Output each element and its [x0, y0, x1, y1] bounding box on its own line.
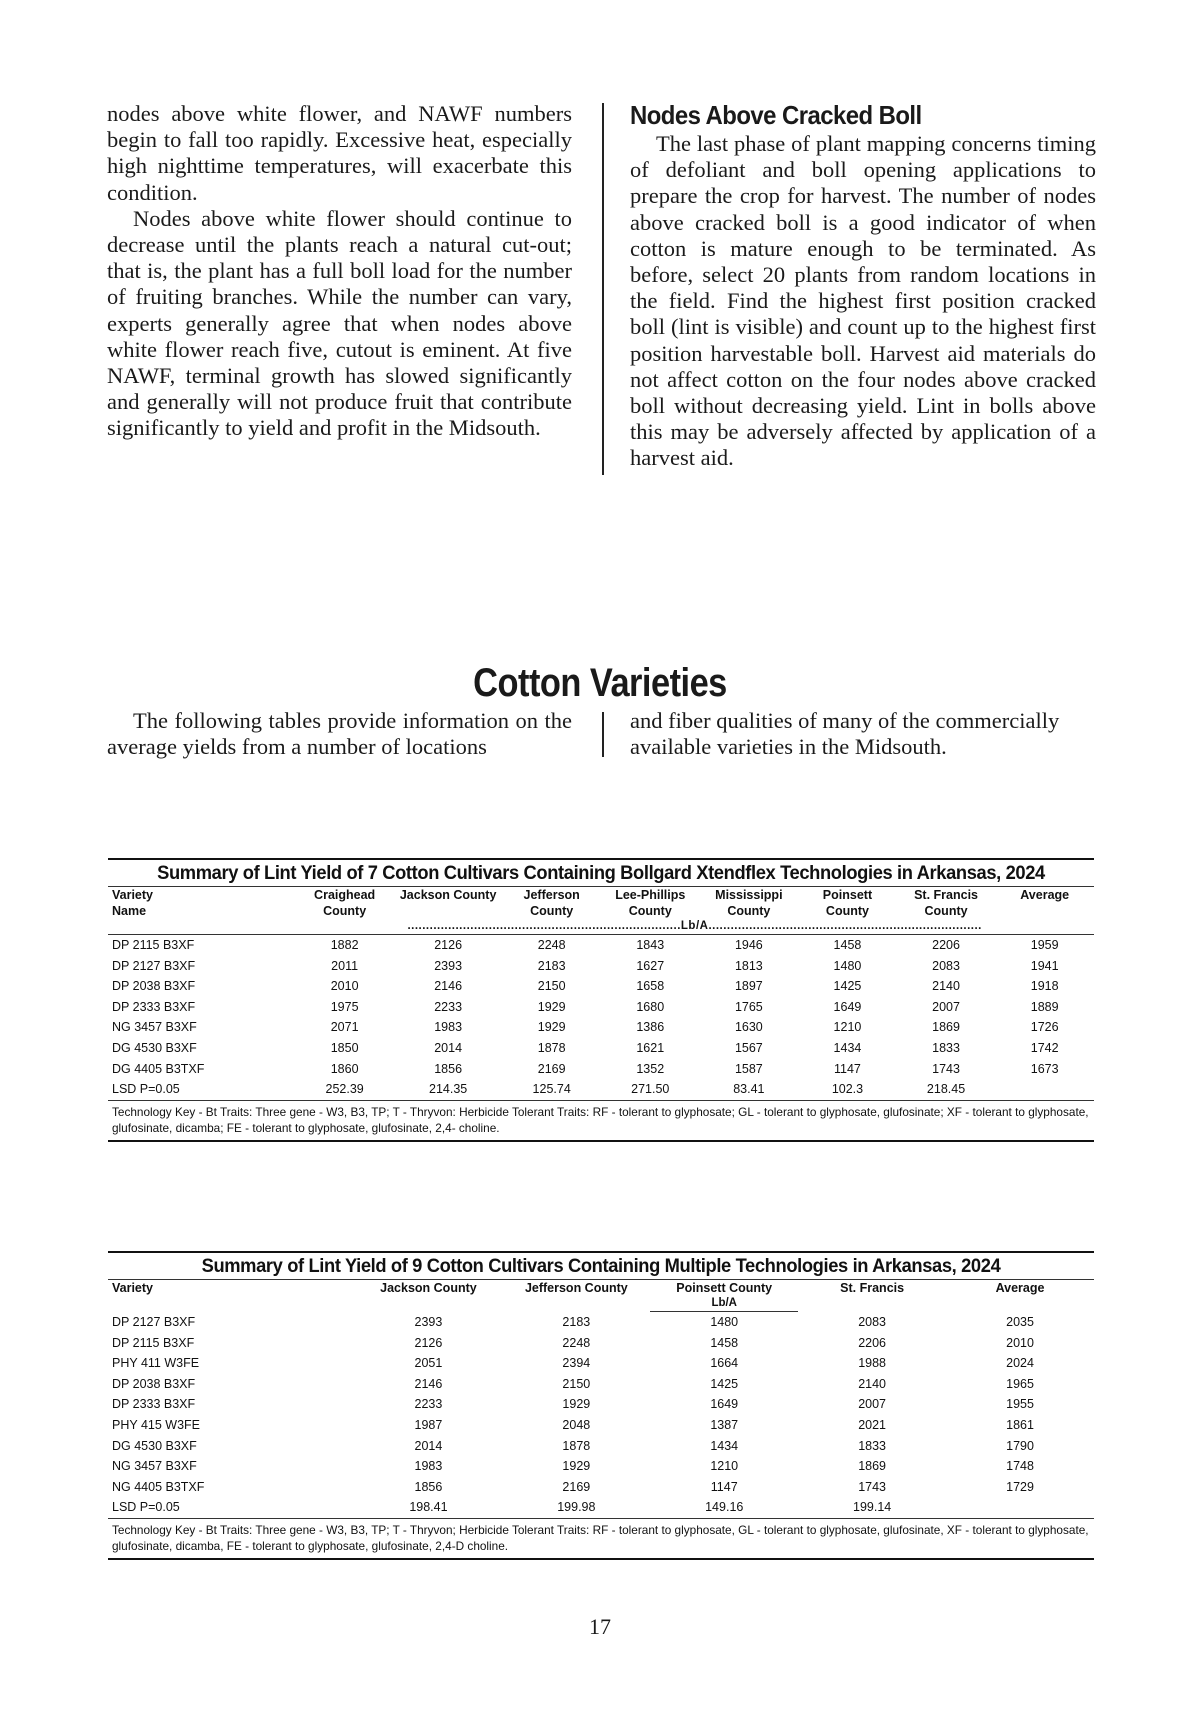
variety-cell: LSD P=0.05: [112, 1500, 180, 1515]
value-cell: 271.50: [631, 1082, 670, 1097]
value-cell: 2150: [562, 1376, 591, 1391]
value-cell: 2393: [434, 958, 463, 973]
unit-row: [108, 919, 1094, 935]
value-cell: 1833: [932, 1040, 960, 1055]
value-cell: 2206: [932, 938, 960, 952]
table-row: [108, 1038, 1094, 1059]
paragraph: and fiber qualities of many of the commercially available varieties in the Midsouth.: [630, 708, 1060, 760]
unit-label: Lb/A: [650, 1296, 798, 1312]
value-cell: 2233: [414, 1397, 443, 1412]
table-row: [108, 1415, 1094, 1436]
data-table: [108, 1280, 1094, 1518]
value-cell: 1889: [1030, 999, 1059, 1014]
value-cell: 1621: [636, 1040, 665, 1055]
value-cell: 1649: [710, 1397, 739, 1412]
value-cell: 1458: [833, 938, 862, 952]
value-cell: 1983: [414, 1459, 443, 1474]
value-cell: 1649: [833, 999, 862, 1014]
table-row: [108, 1059, 1094, 1080]
table-row: [108, 1477, 1094, 1498]
technology-key-note: Technology Key - Bt Traits: Three gene - W3, B3, TP; T - Thryvon; Herbicide Tolerant Traits: RF - tolerant to glyphosate, GL - tolerant to glyphosate, glufosinate, XF - tolerant to glyphosate, glufosinate, dicamba, FE - tolerant to glyphosate, glufosinate, 2,4-D choline.: [108, 1518, 1094, 1560]
value-cell: 1790: [1006, 1438, 1034, 1453]
page-number: 17: [589, 1614, 611, 1639]
value-cell: 2035: [1006, 1314, 1034, 1329]
value-cell: 1742: [1030, 1040, 1059, 1055]
table-row: [108, 956, 1094, 977]
value-cell: 1975: [330, 999, 359, 1014]
intro-left-text: [107, 708, 572, 760]
variety-cell: LSD P=0.05: [112, 1082, 180, 1097]
column-header: Lee-Phillips County: [615, 888, 686, 918]
value-cell: 2021: [858, 1417, 887, 1432]
value-cell: 2011: [331, 958, 359, 973]
yield-table-bollgard-xtendflex: [108, 858, 1094, 1142]
value-cell: 2010: [330, 979, 359, 994]
value-cell: 214.35: [429, 1082, 468, 1097]
value-cell: 1929: [537, 1020, 566, 1035]
value-cell: 198.41: [409, 1500, 448, 1515]
value-cell: 1860: [330, 1061, 359, 1076]
value-cell: 1210: [833, 1020, 862, 1035]
value-cell: 2014: [434, 1040, 463, 1055]
unit-label: ..........................................................................Lb/A..........................................................................: [295, 919, 1094, 935]
table-row: [108, 1374, 1094, 1395]
table-row: [108, 976, 1094, 997]
value-cell: 1946: [734, 938, 763, 952]
value-cell: 1567: [734, 1040, 763, 1055]
column-header: Jackson County: [380, 1281, 477, 1295]
value-cell: 1843: [636, 938, 665, 952]
value-cell: 1352: [636, 1061, 665, 1076]
value-cell: 1965: [1006, 1376, 1034, 1391]
value-cell: 1587: [734, 1061, 763, 1076]
value-cell: 1726: [1030, 1020, 1059, 1035]
value-cell: 149.16: [705, 1500, 744, 1515]
value-cell: 2048: [562, 1417, 591, 1432]
value-cell: 2248: [562, 1335, 591, 1350]
value-cell: 1658: [636, 979, 665, 994]
value-cell: 102.3: [831, 1082, 864, 1097]
value-cell: 1147: [710, 1479, 738, 1494]
value-cell: 218.45: [926, 1082, 966, 1097]
table-title: Summary of Lint Yield of 7 Cotton Cultivars Containing Bollgard Xtendflex Technologies in Arkansas, 2024: [157, 862, 1045, 884]
table-row: [108, 1456, 1094, 1477]
column-header: Average: [1020, 888, 1070, 902]
table-row: [108, 1312, 1094, 1333]
column-header: Poinsett County: [822, 888, 873, 918]
column-header: Average: [995, 1281, 1045, 1295]
paragraph: nodes above white flower, and NAWF numbers begin to fall too rapidly. Excessive heat, especially high nighttime temperatures, will exacerbate this condition.: [107, 101, 572, 205]
value-cell: 1983: [434, 1020, 463, 1035]
table-row: [108, 1017, 1094, 1038]
value-cell: 1987: [414, 1417, 443, 1432]
section-heading: Nodes Above Cracked Boll: [630, 100, 922, 130]
table-row: [108, 1353, 1094, 1374]
value-cell: 2126: [414, 1335, 443, 1350]
value-cell: 1869: [932, 1020, 960, 1035]
table-row: [108, 1436, 1094, 1457]
value-cell: 199.98: [557, 1500, 596, 1515]
value-cell: 2393: [414, 1314, 443, 1329]
value-cell: 1748: [1006, 1459, 1034, 1474]
value-cell: 1929: [562, 1397, 591, 1412]
value-cell: 1929: [562, 1459, 591, 1474]
value-cell: 1729: [1006, 1479, 1034, 1494]
right-text-column: [630, 101, 1096, 472]
variety-cell: DG 4530 B3XF: [112, 1040, 197, 1055]
variety-cell: PHY 415 W3FE: [112, 1417, 201, 1432]
value-cell: 1918: [1030, 979, 1059, 994]
variety-cell: NG 3457 B3XF: [112, 1020, 197, 1035]
value-cell: 1480: [710, 1315, 739, 1329]
value-cell: 2126: [434, 938, 463, 952]
value-cell: 2140: [858, 1376, 887, 1391]
value-cell: 1210: [710, 1459, 739, 1474]
value-cell: 2183: [537, 958, 566, 973]
variety-cell: DG 4530 B3XF: [112, 1438, 197, 1453]
value-cell: 1386: [636, 1020, 665, 1035]
column-header: St. Francis County: [914, 888, 978, 918]
table-row: [108, 1079, 1094, 1100]
variety-cell: NG 4405 B3TXF: [112, 1479, 205, 1494]
value-cell: 1955: [1006, 1397, 1034, 1412]
intro-right-text: [630, 708, 1096, 760]
variety-cell: DP 2333 B3XF: [112, 1397, 196, 1412]
value-cell: 2024: [1006, 1356, 1034, 1371]
variety-cell: DP 2127 B3XF: [112, 958, 196, 973]
value-cell: 1813: [734, 958, 763, 973]
left-text-column: [107, 101, 572, 442]
value-cell: 1941: [1030, 958, 1059, 973]
value-cell: 2014: [414, 1438, 443, 1453]
value-cell: 1680: [636, 999, 665, 1014]
paragraph: The last phase of plant mapping concerns timing of defoliant and boll opening applications to prepare the crop for harvest. The number of nodes above cracked boll is a good indicator of when cotton is mature enough to be terminated. As before, select 20 plants from random locations in the field. Find the highest first position cracked boll (lint is visible) and count up to the highest first position harvestable boll. Harvest aid materials do not affect cotton on the four nodes above cracked boll without decreasing yield. Lint in bolls above this may be adversely affected by application of a harvest aid.: [630, 131, 1096, 471]
value-cell: 1959: [1030, 938, 1059, 952]
column-header: Jefferson County: [524, 1281, 628, 1295]
value-cell: 125.74: [532, 1082, 571, 1097]
value-cell: 1434: [833, 1040, 862, 1055]
value-cell: 2051: [414, 1356, 443, 1371]
value-cell: 199.14: [853, 1500, 892, 1515]
value-cell: 1869: [858, 1459, 887, 1474]
value-cell: 2083: [858, 1314, 887, 1329]
variety-cell: DP 2038 B3XF: [112, 979, 196, 994]
variety-cell: DP 2038 B3XF: [112, 1376, 196, 1391]
value-cell: 2248: [537, 938, 566, 952]
value-cell: 1878: [537, 1040, 566, 1055]
value-cell: 252.39: [325, 1082, 364, 1097]
paragraph: Nodes above white flower should continue to decrease until the plants reach a natural cut-out; that is, the plant has a full boll load for the number of fruiting branches. While the number can vary, experts generally agree that when nodes above white flower reach five, cutout is eminent. At five NAWF, terminal growth has slowed significantly and generally will not produce fruit that contribute significantly to yield and profit in the Midsouth.: [107, 205, 572, 441]
value-cell: 2183: [562, 1314, 591, 1329]
variety-cell: DP 2127 B3XF: [112, 1314, 196, 1329]
value-cell: 2150: [537, 979, 566, 994]
value-cell: 1929: [537, 999, 566, 1014]
value-cell: [946, 1497, 1094, 1518]
value-cell: 1147: [834, 1061, 861, 1076]
column-header: Jackson County: [399, 888, 497, 902]
value-cell: 1765: [734, 999, 763, 1014]
value-cell: 2146: [414, 1376, 443, 1391]
value-cell: 1664: [710, 1356, 739, 1371]
value-cell: 1434: [710, 1438, 739, 1453]
value-cell: 1850: [330, 1040, 359, 1055]
value-cell: 2071: [330, 1020, 359, 1035]
unit-row: [108, 1296, 1094, 1312]
value-cell: 2206: [858, 1335, 887, 1350]
value-cell: 2169: [562, 1479, 591, 1494]
value-cell: 1878: [562, 1438, 591, 1453]
table-row: [108, 1394, 1094, 1415]
value-cell: 1480: [833, 958, 862, 973]
table-row: [108, 1497, 1094, 1518]
value-cell: 1425: [833, 979, 862, 994]
value-cell: 2169: [537, 1061, 566, 1076]
table-title: Summary of Lint Yield of 9 Cotton Cultivars Containing Multiple Technologies in Arkansas, 2024: [201, 1255, 1001, 1277]
column-header: Jefferson County: [523, 888, 580, 918]
data-table: [108, 887, 1094, 1100]
column-header: Poinsett County: [676, 1281, 773, 1295]
variety-cell: NG 3457 B3XF: [112, 1459, 197, 1474]
value-cell: 1988: [858, 1356, 887, 1371]
value-cell: 1630: [734, 1020, 763, 1035]
header-row: [108, 1280, 1094, 1296]
value-cell: 1425: [710, 1376, 739, 1391]
value-cell: 1743: [932, 1061, 960, 1076]
value-cell: 1387: [710, 1417, 739, 1432]
value-cell: 2146: [434, 979, 463, 994]
value-cell: 2007: [858, 1397, 887, 1412]
paragraph: The following tables provide information on the average yields from a number of locations: [107, 708, 572, 760]
value-cell: 2140: [932, 979, 960, 994]
column-header: Mississippi County: [715, 888, 783, 918]
column-divider: [602, 712, 604, 757]
technology-key-note: Technology Key - Bt Traits: Three gene - W3, B3, TP; T - Thryvon: Herbicide Tolerant Traits: RF - tolerant to glyphosate; GL - tolerant to glyphosate, glufosinate; XF - tolerant to glyphosate, glufosinate, dicamba; FE - tolerant to glyphosate, glufosinate, 2,4- choline.: [108, 1100, 1094, 1142]
variety-cell: PHY 411 W3FE: [112, 1356, 200, 1371]
value-cell: [995, 1079, 1094, 1100]
column-header: Variety Name: [112, 888, 154, 918]
page-section-title: Cotton Varieties: [473, 661, 727, 705]
value-cell: 2010: [1006, 1335, 1034, 1350]
table-row: [108, 997, 1094, 1018]
variety-cell: DG 4405 B3TXF: [112, 1061, 205, 1076]
value-cell: 1833: [858, 1438, 887, 1453]
value-cell: 2394: [562, 1356, 591, 1371]
yield-table-multiple-technologies: [108, 1251, 1094, 1560]
column-header: Variety: [112, 1281, 154, 1295]
variety-cell: DP 2115 B3XF: [112, 938, 195, 952]
column-divider: [602, 103, 604, 475]
value-cell: 1897: [734, 979, 763, 994]
column-header: Craighead County: [314, 888, 376, 918]
value-cell: 1856: [414, 1479, 443, 1494]
value-cell: 2083: [932, 958, 960, 973]
variety-cell: DP 2333 B3XF: [112, 999, 196, 1014]
value-cell: 1627: [636, 958, 665, 973]
value-cell: 1856: [434, 1061, 463, 1076]
column-header: St. Francis: [840, 1281, 905, 1295]
value-cell: 1882: [330, 938, 359, 952]
table-row: [108, 935, 1094, 956]
value-cell: 2007: [932, 999, 960, 1014]
header-row: [108, 887, 1094, 919]
value-cell: 83.41: [733, 1082, 765, 1097]
variety-cell: DP 2115 B3XF: [112, 1335, 195, 1350]
table-row: [108, 1333, 1094, 1354]
value-cell: 1743: [858, 1479, 887, 1494]
value-cell: 1458: [710, 1335, 739, 1350]
value-cell: 2233: [434, 999, 463, 1014]
value-cell: 1861: [1006, 1417, 1034, 1432]
value-cell: 1673: [1030, 1061, 1059, 1076]
